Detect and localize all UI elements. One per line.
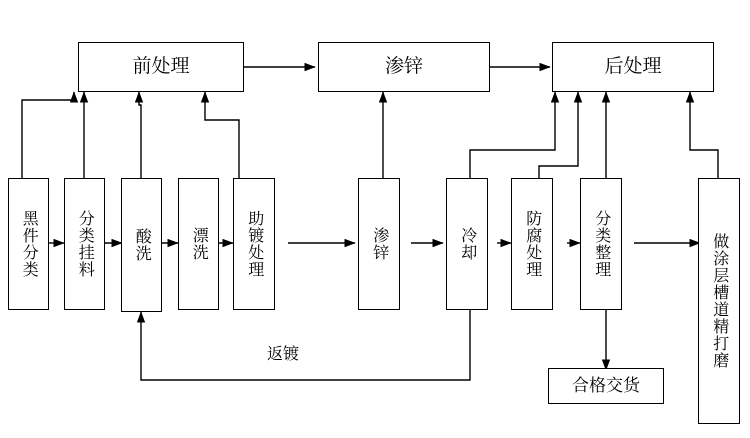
box-pickling <box>121 178 162 312</box>
box-zinc-infiltration <box>358 178 400 310</box>
box-zinc-infiltration-top <box>318 42 490 92</box>
box-label: 助镀处理 <box>245 210 263 278</box>
box-label: 渗锌 <box>370 227 388 261</box>
box-label: 前处理 <box>132 56 190 78</box>
box-qualified-delivery <box>548 368 664 404</box>
box-label: 做涂层槽道精打磨 <box>710 233 728 369</box>
box-label: 分类整理 <box>592 210 610 278</box>
box-plating-aid <box>233 178 275 310</box>
box-label: 渗锌 <box>384 56 423 78</box>
box-cooling <box>446 178 488 310</box>
box-classify-hanging <box>64 178 105 310</box>
box-coating-groove-grinding <box>698 178 740 424</box>
box-anticorrosion <box>511 178 553 310</box>
box-post-treatment <box>552 42 714 92</box>
annotation-text: 返镀 <box>267 346 300 363</box>
box-label: 合格交货 <box>572 376 640 396</box>
box-sorting-black-parts <box>8 178 49 310</box>
box-label: 分类挂料 <box>76 210 94 278</box>
box-label: 冷却 <box>458 227 476 261</box>
box-label: 酸洗 <box>133 228 151 262</box>
box-rinsing <box>178 178 219 310</box>
box-pretreatment <box>78 42 244 92</box>
label-rework-plating <box>264 341 302 364</box>
box-label: 防腐处理 <box>523 210 541 278</box>
box-label: 黑件分类 <box>20 210 38 278</box>
box-label: 漂洗 <box>190 227 208 261</box>
box-sorting-arrangement <box>580 178 622 310</box>
box-label: 后处理 <box>604 56 662 78</box>
